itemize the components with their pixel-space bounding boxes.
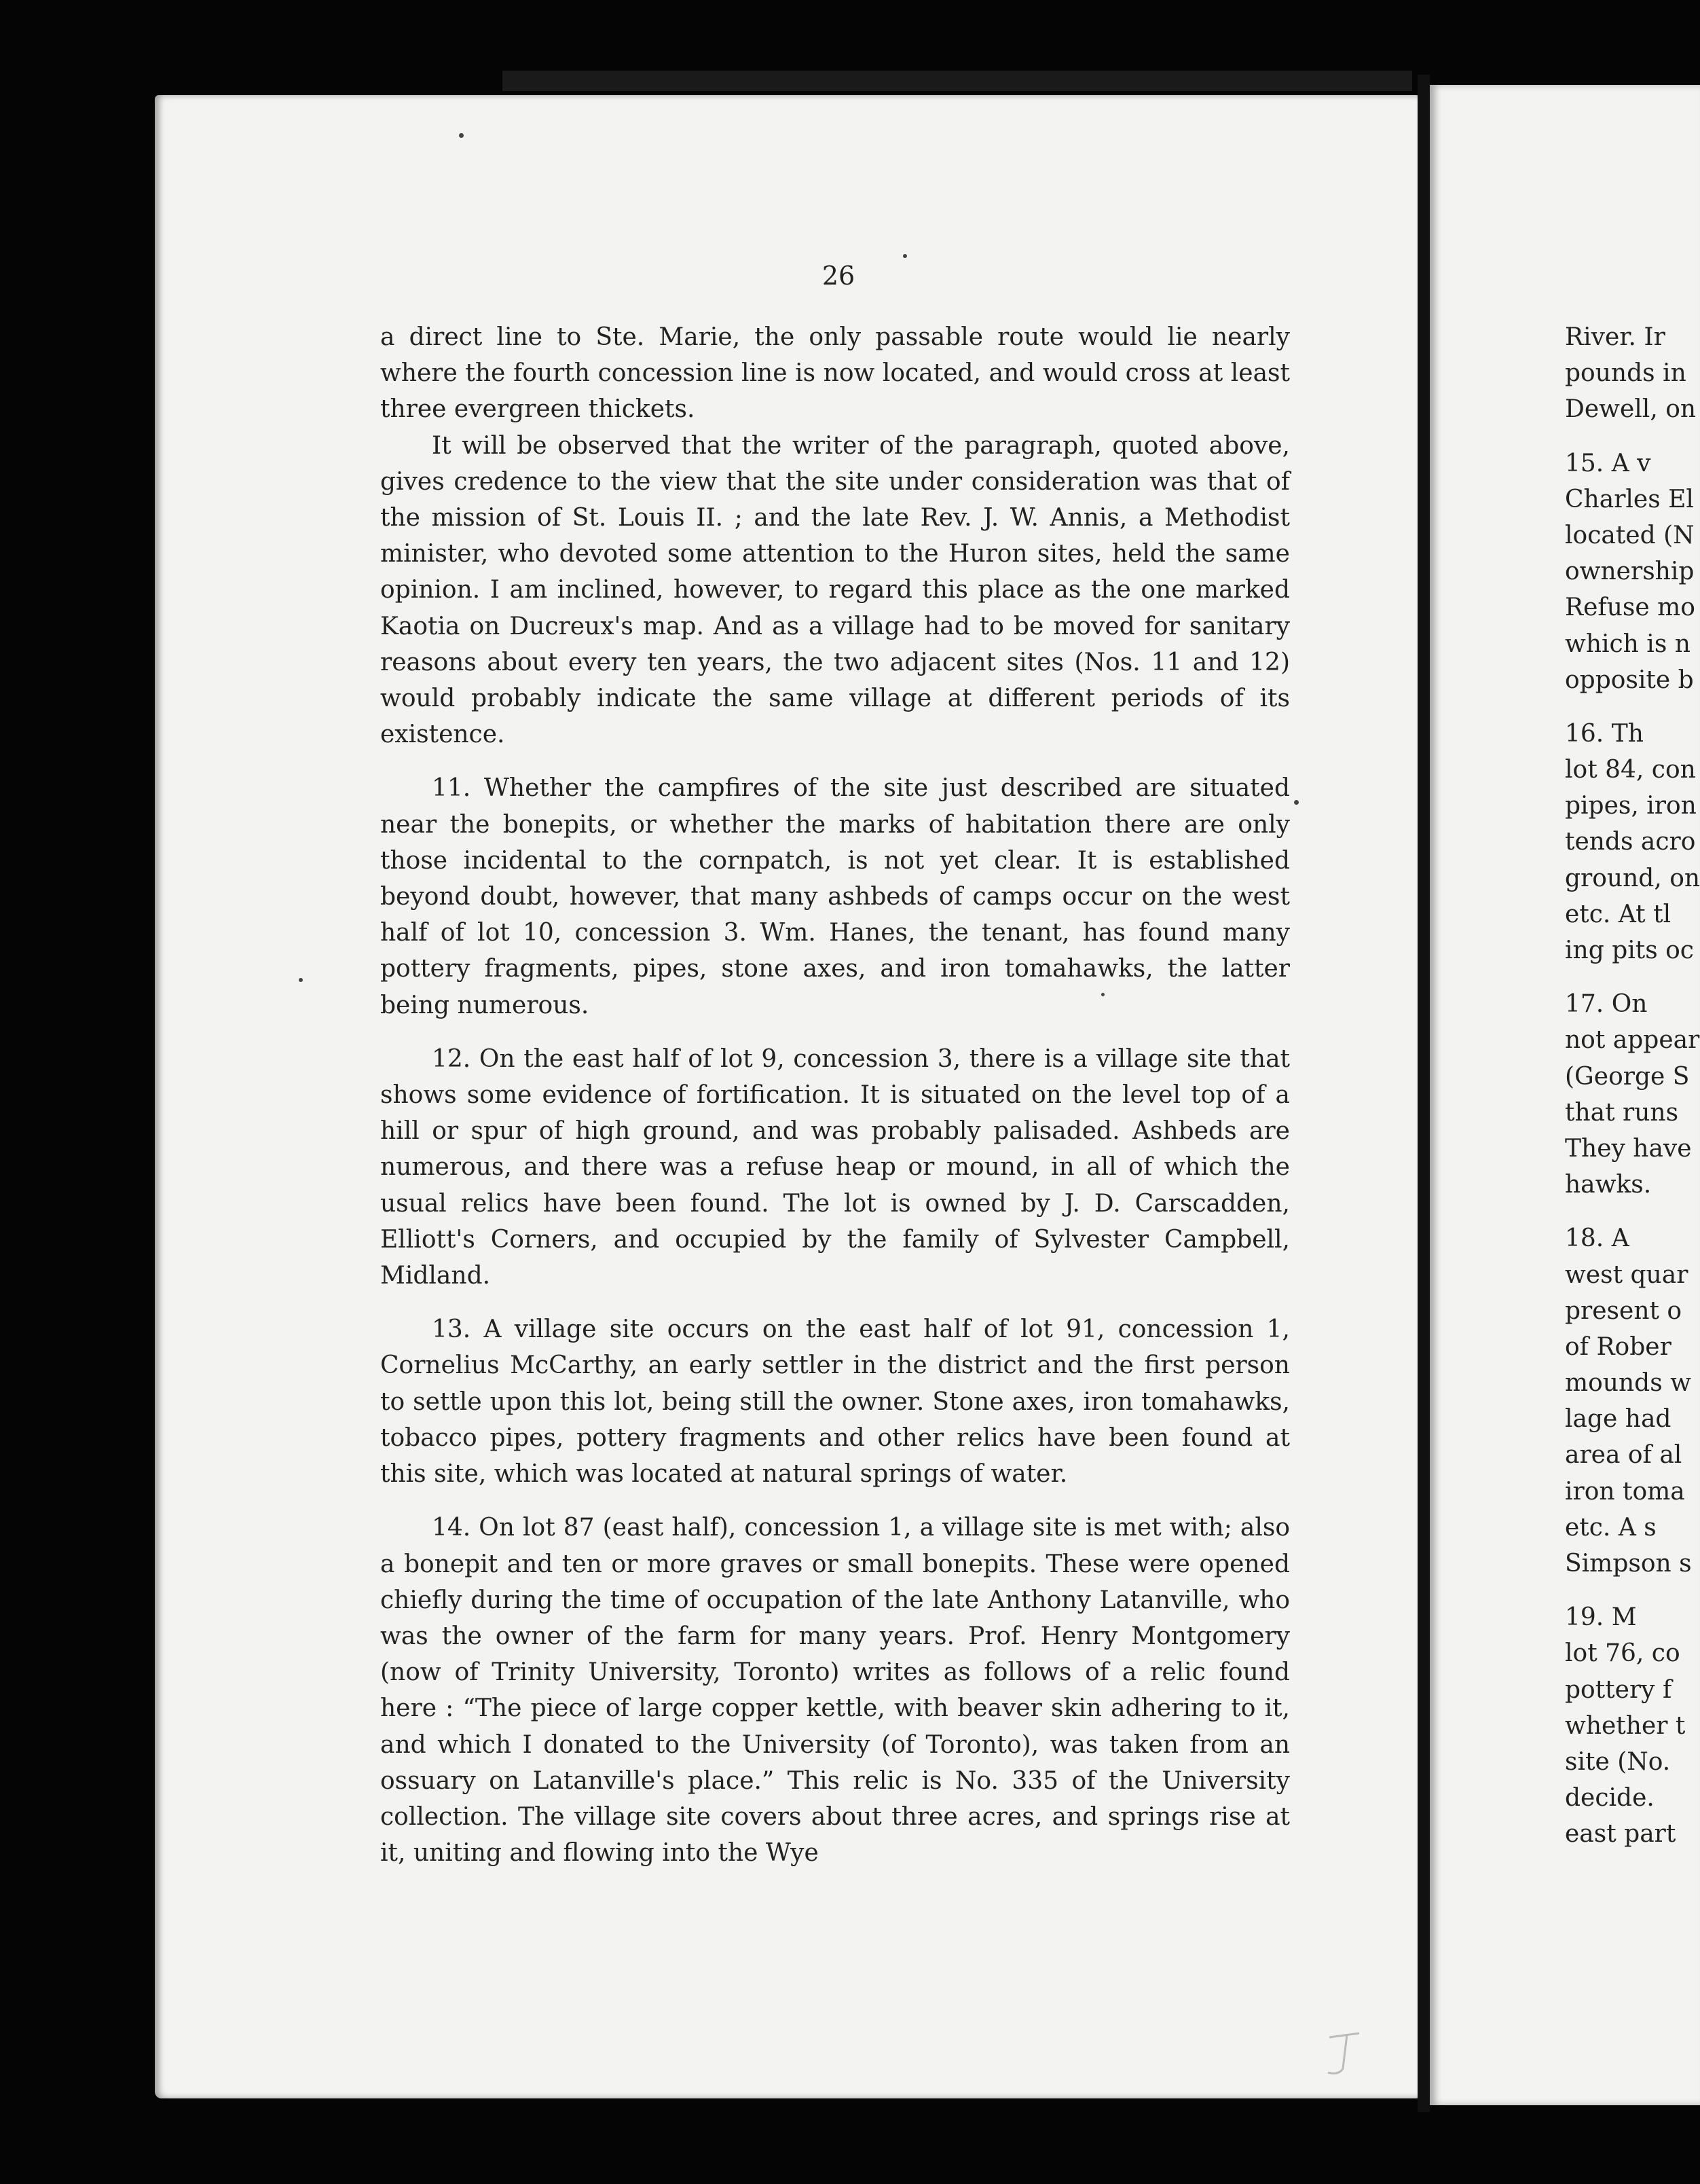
right-page-line: 19. M <box>1565 1603 1637 1632</box>
right-page-line: which is n <box>1565 630 1690 658</box>
right-page-line: They have <box>1565 1134 1692 1163</box>
paragraph-13: 13. A village site occurs on the east half of lot 91, concession 1, Cornelius McCarthy, an early settler in the district and the first person to settle upon this lot, being still the owner. Stone axes, iron tomahawks, tobacco pipes, pottery fragments and other relics have been found at this site, which was located at natural springs of water. <box>380 1315 1290 1489</box>
right-page-line: Refuse mo <box>1565 594 1695 622</box>
paragraph-11: 11. Whether the campfires of the site just described are situated near the bonepits, or whether the marks of habitation there are only those incidental to the cornpatch, is not yet clear. It is established beyond doubt, however, that many ashbeds of camps occur on the west half of lot 10, concession 3. Wm. Hanes, the tenant, has found many pottery fragments, pipes, stone axes, and iron tomahawks, the latter being numerous. <box>380 774 1290 1019</box>
right-page-line: that runs <box>1565 1098 1679 1127</box>
right-page-line: iron toma <box>1565 1477 1685 1506</box>
right-page-line: ing pits oc <box>1565 936 1694 964</box>
right-page-line: area of al <box>1565 1441 1682 1470</box>
right-page-line: east part <box>1565 1820 1676 1849</box>
right-page-gap <box>1565 428 1700 445</box>
right-page-line: opposite b <box>1565 666 1694 694</box>
right-page-line: hawks. <box>1565 1171 1652 1199</box>
right-page-line: 18. A <box>1565 1224 1629 1253</box>
right-page-text <box>1565 319 1700 1853</box>
left-page-text <box>380 319 1290 1871</box>
scan-speck <box>459 133 464 138</box>
paragraph-quoted-above: It will be observed that the writer of the paragraph, quoted above, gives credence to the view that the site under consideration was that of the mission of St. Louis II. ; and the late Rev. J. W. Annis, a Methodist minister, who devoted some attention to the Huron sites, held the same opinion. I am inclined, however, to regard this place as the one marked Kaotia on Ducreux's map. And as a village had to be moved for sanitary reasons about every ten years, the two adjacent sites (Nos. 11 and 12) would probably indicate the same village at different periods of its existence. <box>380 431 1290 749</box>
right-page-gap <box>1565 1203 1700 1220</box>
right-page-line: pounds in <box>1565 359 1686 388</box>
scan-speck <box>903 254 907 258</box>
right-page-gap <box>1565 698 1700 716</box>
right-page-line: mounds w <box>1565 1369 1691 1398</box>
right-page-gap <box>1565 968 1700 986</box>
book-spine <box>1418 75 1430 2112</box>
scan-speck <box>1294 800 1299 805</box>
right-page-line: tends acro <box>1565 828 1696 856</box>
right-page-line: lot 76, co <box>1565 1639 1680 1668</box>
paragraph-continuation: a direct line to Ste. Marie, the only passable route would lie nearly where the fourth concession line is now located, and would cross at least three evergreen thickets. <box>380 323 1290 424</box>
right-page-line: (George S <box>1565 1062 1690 1091</box>
right-page-line: River. Ir <box>1565 323 1665 351</box>
right-page-line: not appear <box>1565 1026 1700 1055</box>
pencil-mark <box>1324 2031 1365 2078</box>
right-page-line: etc. A s <box>1565 1513 1657 1542</box>
paragraph-12: 12. On the east half of lot 9, concession 3, there is a village site that shows some evidence of fortification. It is situated on the level top of a hill or spur of high ground, and was probably palisaded. Ashbeds are numerous, and there was a refuse heap or mound, in all of which the usual relics have been found. The lot is owned by J. D. Carscadden, Elliott's Corners, and occupied by the family of Sylvester Campbell, Midland. <box>380 1044 1290 1290</box>
right-page-line: pipes, iron <box>1565 792 1697 820</box>
right-page-line: decide. <box>1565 1784 1655 1813</box>
right-page-line: 15. A v <box>1565 449 1651 477</box>
right-page-line: 16. Th <box>1565 719 1644 748</box>
scan-border-strip <box>502 71 1412 91</box>
scan-speck <box>1101 993 1105 996</box>
right-page-line: whether t <box>1565 1711 1686 1740</box>
right-page-line: Charles El <box>1565 485 1694 513</box>
right-page-line: site (No. <box>1565 1747 1671 1776</box>
right-page-line: located (N <box>1565 521 1695 549</box>
right-page-line: pottery f <box>1565 1675 1672 1704</box>
right-page-line: west quar <box>1565 1260 1688 1289</box>
right-page-line: etc. At tl <box>1565 900 1671 928</box>
right-page-line: ownership <box>1565 558 1695 586</box>
right-page-line: lot 84, con <box>1565 756 1696 784</box>
right-page-line: of Rober <box>1565 1332 1671 1361</box>
right-page-line: ground, on <box>1565 864 1700 892</box>
scan-speck <box>299 978 303 982</box>
right-page-line: lage had <box>1565 1405 1671 1434</box>
right-page-line: Simpson s <box>1565 1550 1692 1578</box>
page-number: 26 <box>821 261 855 291</box>
right-page-gap <box>1565 1582 1700 1599</box>
right-page-line: 17. On <box>1565 990 1648 1019</box>
right-page-line: Dewell, on <box>1565 395 1697 424</box>
right-page-line: present o <box>1565 1296 1682 1325</box>
paragraph-14: 14. On lot 87 (east half), concession 1, a village site is met with; also a bonepit and ten or more graves or small bonepits. These were opened chiefly during the time of occupation of the late Anthony Latanville, who was the owner of the farm for many years. Prof. Henry Montgomery (now of Trinity University, Toronto) writes as follows of a relic found here : “The piece of large copper kettle, with beaver skin adhering to it, and which I donated to the University (of Toronto), was taken from an ossuary on Latanville's place.” This relic is No. 335 of the University collection. The village site covers about three acres, and springs rise at it, uniting and flowing into the Wye <box>380 1514 1290 1868</box>
